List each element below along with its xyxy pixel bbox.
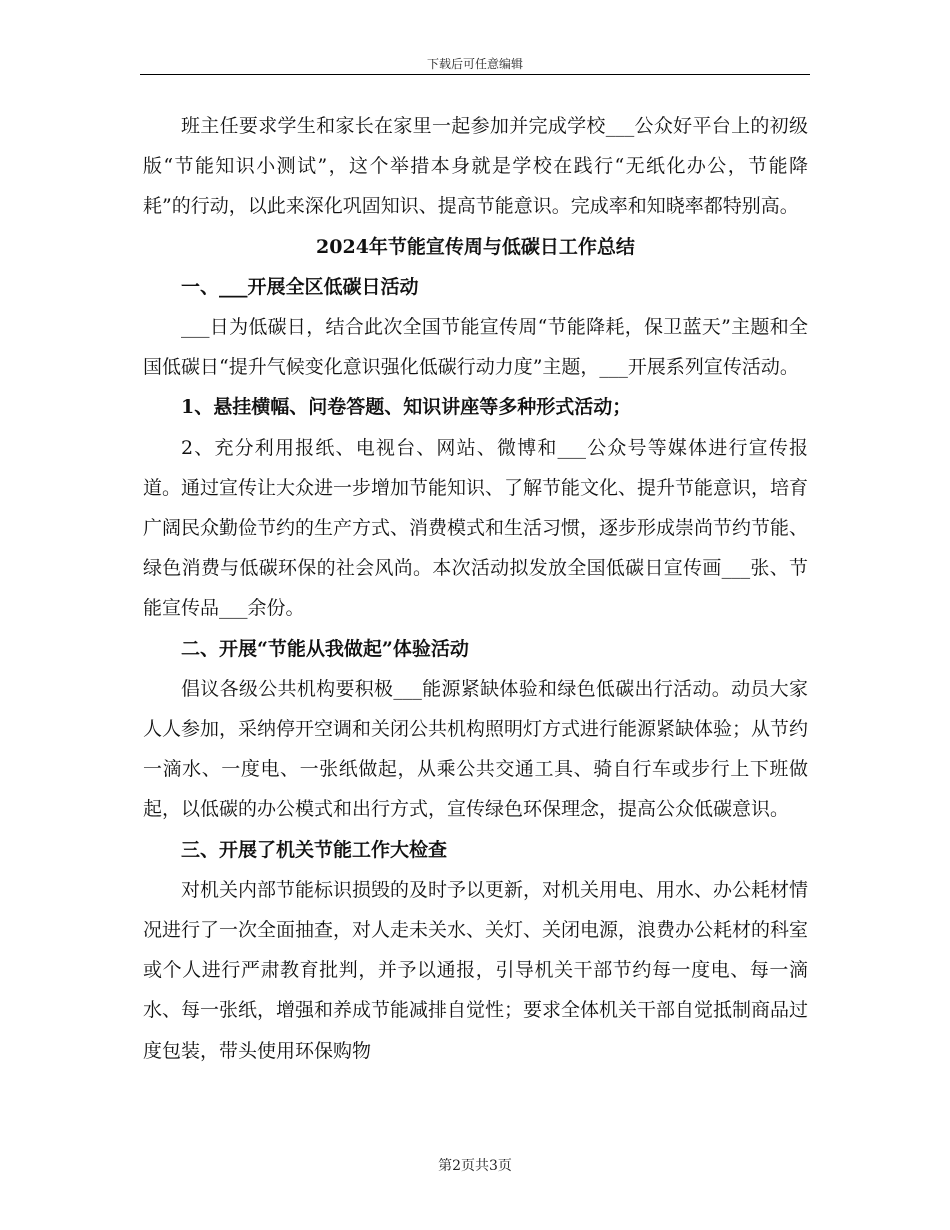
section-3-paragraph: 对机关内部节能标识损毁的及时予以更新，对机关用电、用水、办公耗材情况进行了一次全面抽查，对人走未关水、关灯、关闭电源，浪费办公耗材的科室或个人进行严肃教育批判，并予以通报，引导机关干部节约每一度电、每一滴水、每一张纸，增强和养成节能减排自觉性；要求全体机关干部自觉抵制商品过度包装，带头使用环保购物	[143, 878, 809, 1062]
section-1-heading: 一、___开展全区低碳日活动	[181, 275, 419, 298]
list-item-2: 2、充分利用报纸、电视台、网站、微博和___公众号等媒体进行宣传报道。通过宣传让大众进一步增加节能知识、了解节能文化、提升节能意识，培育广阔民众勤俭节约的生产方式、消费模式和生活习惯，逐步形成崇尚节约节能、绿色消费与低碳环保的社会风尚。本次活动拟发放全国低碳日宣传画___张、节能宣传品___余份。	[143, 436, 809, 620]
document-title: 2024年节能宣传周与低碳日工作总结	[316, 235, 635, 258]
section-3-heading: 三、开展了机关节能工作大检查	[181, 838, 448, 861]
list-item-1: 1、悬挂横幅、问卷答题、知识讲座等多种形式活动；	[181, 396, 632, 419]
section-2-heading: 二、开展“节能从我做起”体验活动	[181, 637, 469, 660]
page-number: 第2页共3页	[438, 1158, 512, 1174]
section-1-paragraph: ___日为低碳日，结合此次全国节能宣传周“节能降耗，保卫蓝天”主题和全国低碳日“提升气候变化意识强化低碳行动力度”主题，___开展系列宣传活动。	[143, 316, 808, 379]
header-divider	[140, 74, 810, 75]
section-2-paragraph: 倡议各级公共机构要积极___能源紧缺体验和绿色低碳出行活动。动员大家人人参加，采纳停开空调和关闭公共机构照明灯方式进行能源紧缺体验；从节约一滴水、一度电、一张纸做起，从乘公共交通工具、骑自行车或步行上下班做起，以低碳的办公模式和出行方式，宣传绿色环保理念，提高公众低碳意识。	[143, 677, 809, 821]
page-header-note: 下载后可任意编辑	[426, 57, 523, 71]
document-body	[143, 106, 808, 1071]
intro-paragraph: 班主任要求学生和家长在家里一起参加并完成学校___公众好平台上的初级版“节能知识小测试”，这个举措本身就是学校在践行“无纸化办公，节能降耗”的行动，以此来深化巩固知识、提高节能意识。完成率和知晓率都特别高。	[143, 115, 808, 218]
